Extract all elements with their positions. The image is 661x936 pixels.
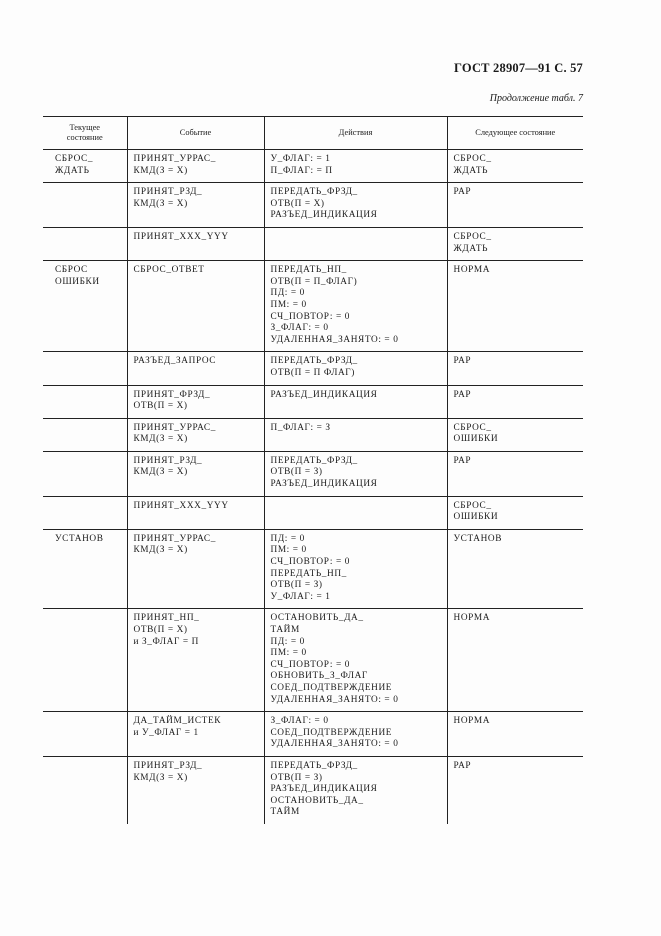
cell-event: ПРИНЯТ_УРРАС_ КМД(З = Х) — [127, 529, 264, 609]
cell-next-state: РАР — [447, 183, 583, 228]
table-header-row — [43, 117, 583, 150]
header-label: Текущее состояние — [66, 123, 103, 142]
table-row — [43, 418, 583, 451]
cell-next-state: НОРМА — [447, 712, 583, 757]
cell-event: ПРИНЯТ_РЗД_ КМД(З = Х) — [127, 451, 264, 496]
table-row — [43, 756, 583, 823]
cell-next-state: РАР — [447, 451, 583, 496]
column-header-next-state: Следующее состояние — [447, 117, 583, 150]
table-row — [43, 227, 583, 260]
cell-actions: ПЕРЕДАТЬ_ФРЗД_ ОТВ(П = З) РАЗЪЕД_ИНДИКАЦИЯ ОСТАНОВИТЬ_ДА_ ТАЙМ — [264, 756, 447, 823]
cell-actions: ПЕРЕДАТЬ_ФРЗД_ ОТВ(П = П ФЛАГ) — [264, 352, 447, 385]
cell-event: ДА_ТАЙМ_ИСТЕК и У_ФЛАГ = 1 — [127, 712, 264, 757]
column-header-event: Событие — [127, 117, 264, 150]
cell-current-state — [43, 609, 127, 712]
cell-actions: З_ФЛАГ: = 0 СОЕД_ПОДТВЕРЖДЕНИЕ УДАЛЕННАЯ_ЗАНЯТО: = 0 — [264, 712, 447, 757]
cell-event: ПРИНЯТ_РЗД_ КМД(З = Х) — [127, 183, 264, 228]
cell-next-state: РАР — [447, 385, 583, 418]
cell-next-state: СБРОС_ ОШИБКИ — [447, 496, 583, 529]
state-transition-table — [43, 116, 583, 824]
cell-actions: ПЕРЕДАТЬ_НП_ ОТВ(П = П_ФЛАГ) ПД: = 0 ПМ: = 0 СЧ_ПОВТОР: = 0 З_ФЛАГ: = 0 УДАЛЕННАЯ_ЗАНЯТО: = 0 — [264, 261, 447, 352]
table-row — [43, 529, 583, 609]
cell-actions — [264, 496, 447, 529]
cell-next-state: СБРОС_ ЖДАТЬ — [447, 150, 583, 183]
table-row — [43, 496, 583, 529]
cell-event: ПРИНЯТ_НП_ ОТВ(П = Х) и З_ФЛАГ = П — [127, 609, 264, 712]
cell-current-state — [43, 385, 127, 418]
column-header-current-state — [43, 117, 127, 150]
cell-next-state: РАР — [447, 352, 583, 385]
cell-actions: ПЕРЕДАТЬ_ФРЗД_ ОТВ(П = Х) РАЗЪЕД_ИНДИКАЦИЯ — [264, 183, 447, 228]
cell-current-state: СБРОС_ ЖДАТЬ — [43, 150, 127, 183]
cell-current-state — [43, 496, 127, 529]
cell-event: ПРИНЯТ_ХХХ_YYY — [127, 227, 264, 260]
table-row — [43, 352, 583, 385]
cell-next-state: РАР — [447, 756, 583, 823]
cell-event: ПРИНЯТ_РЗД_ КМД(З = Х) — [127, 756, 264, 823]
cell-current-state: УСТАНОВ — [43, 529, 127, 609]
cell-current-state — [43, 352, 127, 385]
cell-next-state: НОРМА — [447, 609, 583, 712]
cell-current-state: СБРОС ОШИБКИ — [43, 261, 127, 352]
cell-current-state — [43, 183, 127, 228]
cell-actions — [264, 227, 447, 260]
column-header-actions: Действия — [264, 117, 447, 150]
cell-actions: РАЗЪЕД_ИНДИКАЦИЯ — [264, 385, 447, 418]
table-row — [43, 150, 583, 183]
cell-event: ПРИНЯТ_ХХХ_YYY — [127, 496, 264, 529]
cell-next-state: СБРОС_ ЖДАТЬ — [447, 227, 583, 260]
table-row — [43, 451, 583, 496]
cell-current-state — [43, 418, 127, 451]
cell-next-state: СБРОС_ ОШИБКИ — [447, 418, 583, 451]
page-header: ГОСТ 28907—91 С. 57 — [454, 61, 583, 75]
cell-current-state — [43, 756, 127, 823]
cell-actions: П_ФЛАГ: = З — [264, 418, 447, 451]
cell-event: ПРИНЯТ_ФРЗД_ ОТВ(П = Х) — [127, 385, 264, 418]
cell-next-state: УСТАНОВ — [447, 529, 583, 609]
table-row — [43, 183, 583, 228]
table-row — [43, 385, 583, 418]
cell-event: СБРОС_ОТВЕТ — [127, 261, 264, 352]
table-continuation-label: Продолжение табл. 7 — [489, 93, 583, 104]
cell-actions: ПД: = 0 ПМ: = 0 СЧ_ПОВТОР: = 0 ПЕРЕДАТЬ_НП_ ОТВ(П = З) У_ФЛАГ: = 1 — [264, 529, 447, 609]
cell-actions: ОСТАНОВИТЬ_ДА_ ТАЙМ ПД: = 0 ПМ: = 0 СЧ_ПОВТОР: = 0 ОБНОВИТЬ_З_ФЛАГ СОЕД_ПОДТВЕРЖДЕНИЕ УДАЛЕННАЯ_ЗАНЯТО: = 0 — [264, 609, 447, 712]
table-row — [43, 261, 583, 352]
table-row — [43, 609, 583, 712]
cell-event: ПРИНЯТ_УРРАС_ КМД(З = Х) — [127, 418, 264, 451]
cell-event: ПРИНЯТ_УРРАС_ КМД(З = Х) — [127, 150, 264, 183]
cell-next-state: НОРМА — [447, 261, 583, 352]
cell-current-state — [43, 712, 127, 757]
cell-actions: У_ФЛАГ: = 1 П_ФЛАГ: = П — [264, 150, 447, 183]
cell-current-state — [43, 227, 127, 260]
table-row — [43, 712, 583, 757]
cell-event: РАЗЪЕД_ЗАПРОС — [127, 352, 264, 385]
cell-actions: ПЕРЕДАТЬ_ФРЗД_ ОТВ(П = З) РАЗЪЕД_ИНДИКАЦИЯ — [264, 451, 447, 496]
cell-current-state — [43, 451, 127, 496]
